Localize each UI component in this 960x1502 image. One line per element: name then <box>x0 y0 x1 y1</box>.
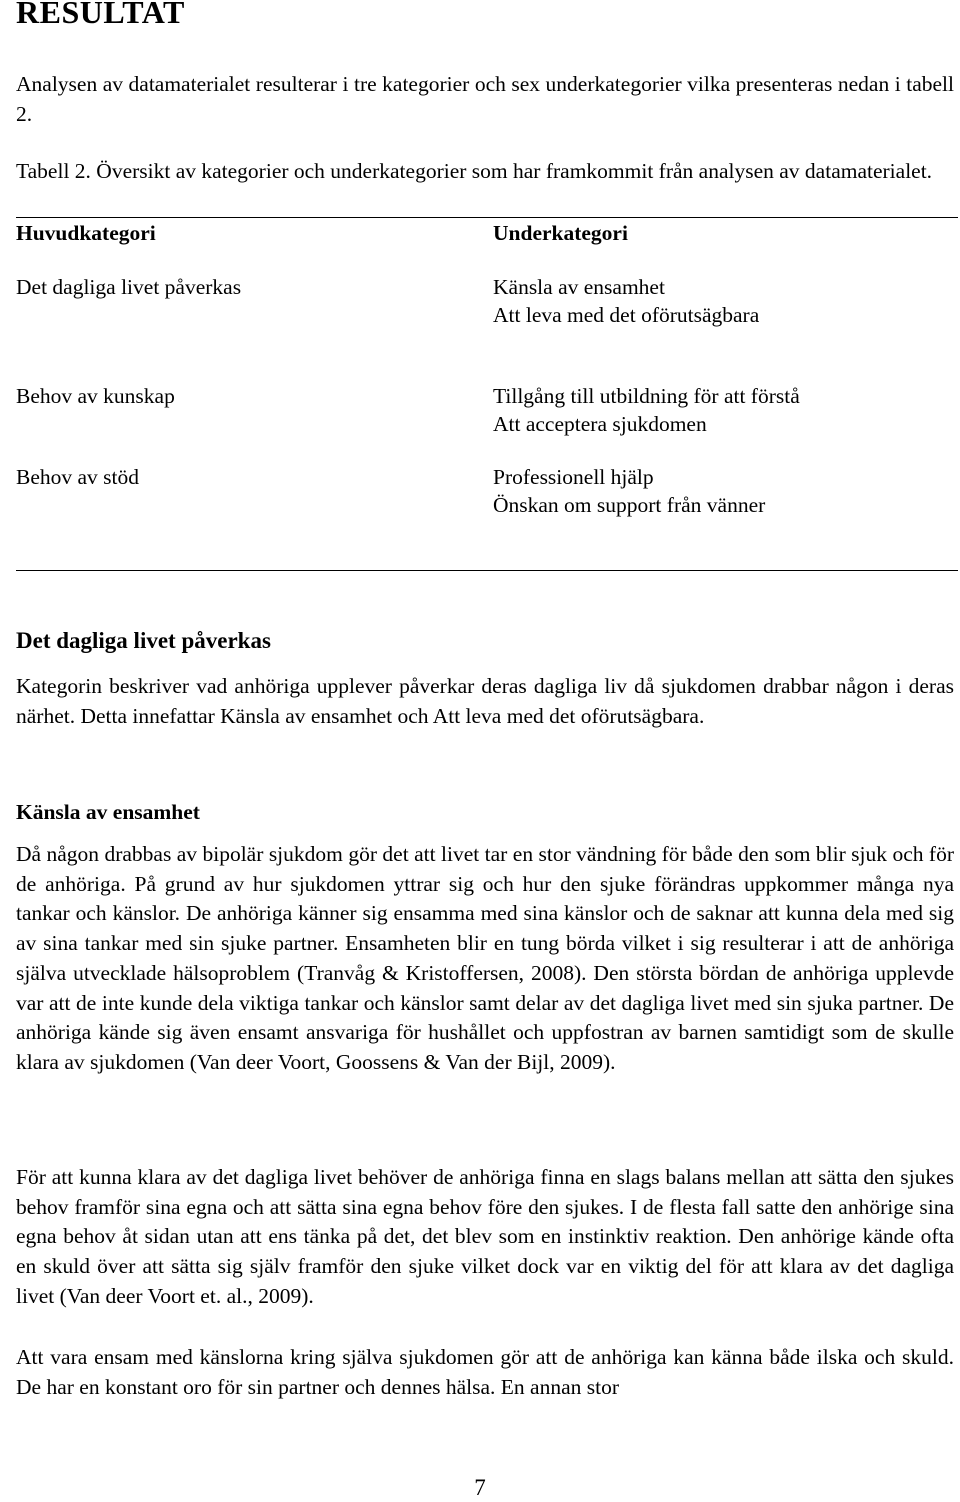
table-cell-sub <box>493 274 759 329</box>
page-heading: RESULTAT <box>16 0 185 30</box>
table-cell-sub <box>493 383 800 438</box>
table-top-rule <box>16 217 958 218</box>
table-cell-text: Att leva med det oförutsägbara <box>493 302 760 327</box>
table-cell-text: Professionell hjälp <box>493 465 654 489</box>
table-cell-text: Önskan om support från vänner <box>493 492 766 517</box>
intro-paragraph: Analysen av datamaterialet resulterar i tre kategorier och sex underkategorier vilka presenteras nedan i tabell 2. <box>16 72 954 126</box>
page-number: 7 <box>474 1475 486 1500</box>
subsection-title: Känsla av ensamhet <box>16 800 200 824</box>
table-cell-text: Att acceptera sjukdomen <box>493 411 707 436</box>
table-header-main: Huvudkategori <box>16 221 156 245</box>
table-cell-main <box>16 383 175 411</box>
table-cell-main <box>16 274 241 302</box>
section-paragraph: Kategorin beskriver vad anhöriga upplever påverkar deras dagliga liv då sjukdomen drabbar någon i deras närhet. Detta innefattar Känsla av ensamhet och Att leva med det oförutsägbara. <box>16 674 954 728</box>
table-cell-text: Det dagliga livet påverkas <box>16 275 242 299</box>
body-paragraph: För att kunna klara av det dagliga livet behöver de anhöriga finna en slags balans mellan att sätta den sjukes behov framför sina egna och att sätta sina egna behov före den sjukes. I de flesta fall satte den anhörige sina egna behov åt sidan utan att ens tänka på det, det blev som en instinktiv reaktion. Den anhörige kände ofta en skuld över att sätta sig själv framför den sjuke vilket dock var en viktig del för att klara av det dagliga livet (Van deer Voort et. al., 2009). <box>16 1165 954 1308</box>
table-cell-text: Behov av kunskap <box>16 384 175 408</box>
table-cell-main <box>16 464 139 492</box>
table-bottom-rule <box>16 570 958 571</box>
section-title: Det dagliga livet påverkas <box>16 628 271 653</box>
table-cell-text: Känsla av ensamhet <box>493 275 665 299</box>
body-paragraph: Att vara ensam med känslorna kring själva sjukdomen gör att de anhöriga kan känna både ilska och skuld. De har en konstant oro för sin partner och dennes hälsa. En annan stor <box>16 1345 954 1399</box>
table-cell-sub <box>493 464 765 519</box>
table-cell-text: Tillgång till utbildning för att förstå <box>493 384 800 408</box>
table-caption: Tabell 2. Översikt av kategorier och underkategorier som har framkommit från analysen av datamaterialet. <box>16 159 933 183</box>
table-header-sub: Underkategori <box>493 221 628 245</box>
body-paragraph: Då någon drabbas av bipolär sjukdom gör det att livet tar en stor vändning för både den som blir sjuk och för de anhöriga. På grund av hur sjukdomen yttrar sig och hur den sjuke förändras uppkommer många nya tankar och känslor. De anhöriga känner sig ensamma med sina känslor och de saknar att kunna dela med sig av sina tankar med sin sjuke partner. Ensamheten blir en tung börda vilket i sig resulterar i att de anhöriga själva utvecklade hälsoproblem (Tranvåg & Kristoffersen, 2008). Den största bördan de anhöriga upplevde var att de inte kunde dela viktiga tankar och känslor samt delar av det dagliga livet med sin sjuka partner. De anhöriga kände sig även ensamt ansvariga för hushållet och uppfostran av barnen samtidigt som de skulle klara av sjukdomen (Van deer Voort, Goossens & Van der Bijl, 2009). <box>16 842 954 1074</box>
table-cell-text: Behov av stöd <box>16 465 140 489</box>
